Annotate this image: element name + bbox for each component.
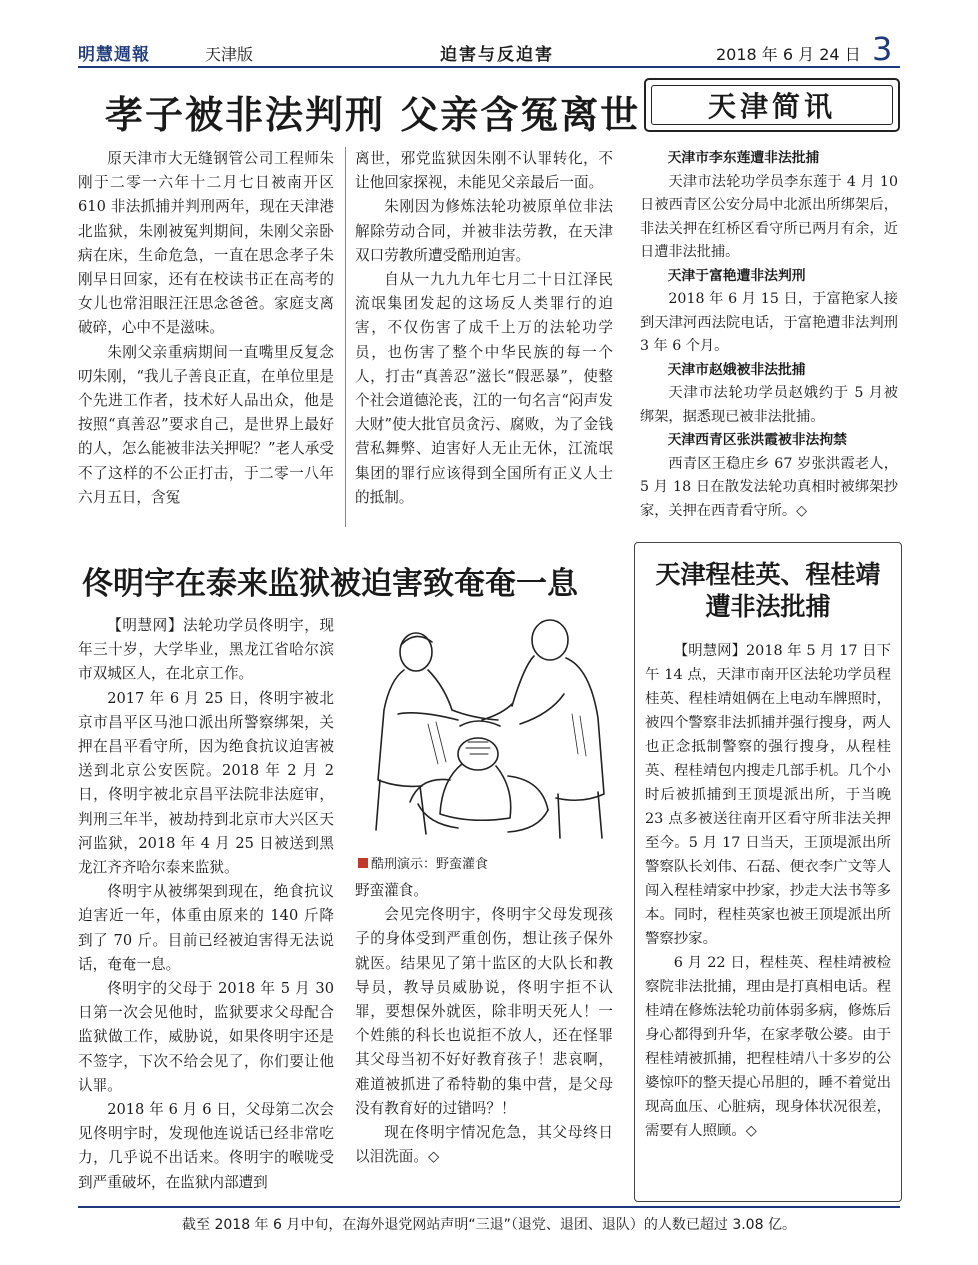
briefs-heading: 天津简讯 [651,85,893,125]
article1-col-right [355,147,613,510]
article2-col-right [355,879,613,1169]
brief-item [640,147,898,265]
article1-headline: 孝子被非法判刑 父亲含冤离世 [105,92,641,137]
article3-para-1: 【明慧网】2018 年 5 月 17 日下午 14 点，天津市南开区法轮功学员程桂英、程桂靖姐俩在上电动车牌照时，被四个警察非法抓捕并强行搜身，两人也正念抵制警察的强行搜身，从程桂英、程桂靖包内搜走几部手机。几个小时后被抓捕到王顶堤派出所，于当晚 23 点多被送往南开区看守所非法关押至今。5 月 17 日当天，王顶堤派出所警察队长刘伟、石磊、便衣李广文等人闯入程桂靖家中抄家，抄走大法书等多本。同时，程桂英家也被王顶堤派出所警察抄家。 [645,643,891,947]
article2-para-5-cont: 野蛮灌食。 [355,882,428,899]
article1-para-1: 原天津市大无缝钢管公司工程师朱刚于二零一六年十二月七日被南开区 610 非法抓捕并判刑两年，现在天津港北监狱，朱刚被冤判期间，朱刚父亲卧病在床，生命危急，一直在思念孝子朱刚早日回家，还有在校读书正在高考的女儿也常泪眼汪汪思念爸爸。家庭支离破碎，心中不是滋味。 [78,150,334,337]
article3-body [645,639,891,1143]
article2-para-7: 现在佟明宇情况危急，其父母终日以泪洗面。◇ [355,1124,613,1166]
brief-text: 天津市法轮功学员赵娥约于 5 月被绑架，据悉现已被非法批捕。 [640,385,898,425]
article3-para-2: 6 月 22 日，程桂英、程桂靖被检察院非法批捕，理由是打真相电话。程桂靖在修炼法轮功前体弱多病，修炼后身心都得到升华，在家孝敬公婆。由于程桂靖被抓捕，把程桂靖八十多岁的公婆惊吓的整天提心吊胆的，睡不着觉出现高血压、心脏病，现身体状况很差，需要有人照顾。◇ [645,955,891,1139]
edition-label: 天津版 [205,45,254,64]
briefs-heading-box [644,78,900,132]
article2-para-1: 【明慧网】法轮功学员佟明宇，现年三十岁，大学毕业，黑龙江省哈尔滨市双城区人，在北京工作。 [78,617,334,683]
caption-marker [358,858,368,868]
briefs-list [640,147,898,523]
brief-item [640,359,898,430]
brief-title: 天津市赵娥被非法批捕 [667,361,806,378]
caption-text: 酷刑演示：野蛮灌食 [371,857,489,872]
article2-para-6: 会见完佟明宇，佟明宇父母发现孩子的身体受到严重创伤，想让孩子保外就医。结果见了第十监区的大队长和教导员，教导员威胁说，佟明宇拒不认罪，要想保外就医，除非明天死人！一个姓熊的科长也说拒不放人，还在怪罪其父母当初不好好教育孩子！悲哀啊，难道被抓进了希特勒的集中营，是父母没有教育好的过错吗？！ [355,906,613,1117]
article2-para-4: 佟明宇的父母于 2018 年 5 月 30 日第一次会见他时，监狱要求父母配合监狱做工作，威胁说，如果佟明宇还是不签字，下次不给会见了，你们要让他认罪。 [78,980,334,1094]
section-title: 迫害与反迫害 [440,45,554,65]
brief-item [640,429,898,523]
article2-para-3: 佟明宇从被绑架到现在，绝食抗议迫害近一年，体重由原来的 140 斤降到了 70 斤。目前已经被迫害得无法说话，奄奄一息。 [78,883,334,973]
column-divider [345,147,346,527]
article1-para-2a: 朱刚父亲重病期间一直嘴里反复念叨朱刚，“我儿子善良正直，在单位里是个先进工作者，技术好人品出众，他是按照“真善忍”要求自己，是世界上最好的人，怎么能被非法关押呢？”老人承受不了这样的不公正打击，于二零一八年六月五日，含冤 [78,343,334,506]
article3-headline-line2: 遭非法批捕 [705,592,831,621]
page-number: 3 [872,30,893,68]
brief-text: 西青区王稳庄乡 67 岁张洪霞老人，5 月 18 日在散发法轮功真相时被绑架抄家，关押在西青看守所。◇ [640,455,898,519]
article2-para-5: 2018 年 6 月 6 日，父母第二次会见佟明宇时，发现他连说话已经非常吃力，几乎说不出话来。佟明宇的喉咙受到严重破坏，在监狱内部遭到 [78,1101,334,1191]
masthead: 明慧週報 [78,45,150,65]
footer-note: 截至 2018 年 6 月中旬，在海外退党网站声明“三退”（退党、退团、退队）的人数已超过 3.08 亿。 [78,1206,900,1234]
article3-headline-line1: 天津程桂英、程桂靖 [655,560,881,589]
illustration-caption [358,853,488,872]
force-feeding-illustration [358,604,610,844]
article3-headline [635,559,901,623]
brief-text: 天津市法轮功学员李东莲于 4 月 10 日被西青区公安分局中北派出所绑架后，非法关押在红桥区看守所已两月有余，近日遭非法批捕。 [640,173,898,260]
article1-para-3: 朱刚因为修炼法轮功被原单位非法解除劳动合同，并被非法劳教，在天津双口劳教所遭受酷刑迫害。 [355,198,613,264]
article3-box [634,542,902,1202]
article2-para-2: 2017 年 6 月 25 日，佟明宇被北京市昌平区马池口派出所警察绑架，关押在昌平看守所，因为绝食抗议迫害被送到北京公安医院。2018 年 2 月 2 日，佟明宇被北京昌平法院非法庭审，判刑三年半，被劫持到北京市大兴区天河监狱，2018 年 4 月 25 日被送到黑龙江齐齐哈尔泰来监狱。 [78,689,334,877]
article1-para-2b: 离世，邪党监狱因朱刚不认罪转化，不让他回家探视，未能见父亲最后一面。 [355,150,613,192]
brief-title: 天津于富艳遭非法判刑 [667,267,806,284]
brief-text: 2018 年 6 月 15 日，于富艳家人接到天津河西法院电话，于富艳遭非法判刑 3 年 6 个月。 [640,291,898,354]
brief-title: 天津市李东莲遭非法批捕 [667,150,820,166]
article2-headline: 佟明宇在泰来监狱被迫害致奄奄一息 [82,566,578,602]
header-rule [78,66,900,68]
brief-title: 天津西青区张洪霞被非法拘禁 [667,432,847,448]
issue-date: 2018 年 6 月 24 日 [716,45,861,64]
brief-item [640,265,898,359]
article1-para-4: 自从一九九九年七月二十日江泽民流氓集团发起的这场反人类罪行的迫害，不仅伤害了成千上万的法轮功学员，也伤害了整个中华民族的每一个人，打击“真善忍”滋长“假恶暴”，使整个社会道德沦丧，江的一句名言“闷声发大财”使大批官员贪污、腐败，为了金钱营私舞弊、迫害好人无止无休，江流氓集团的罪行应该得到全国所有正义人士的抵制。 [355,271,613,506]
article1-col-left [78,147,334,510]
article2-col-left [78,614,334,1195]
